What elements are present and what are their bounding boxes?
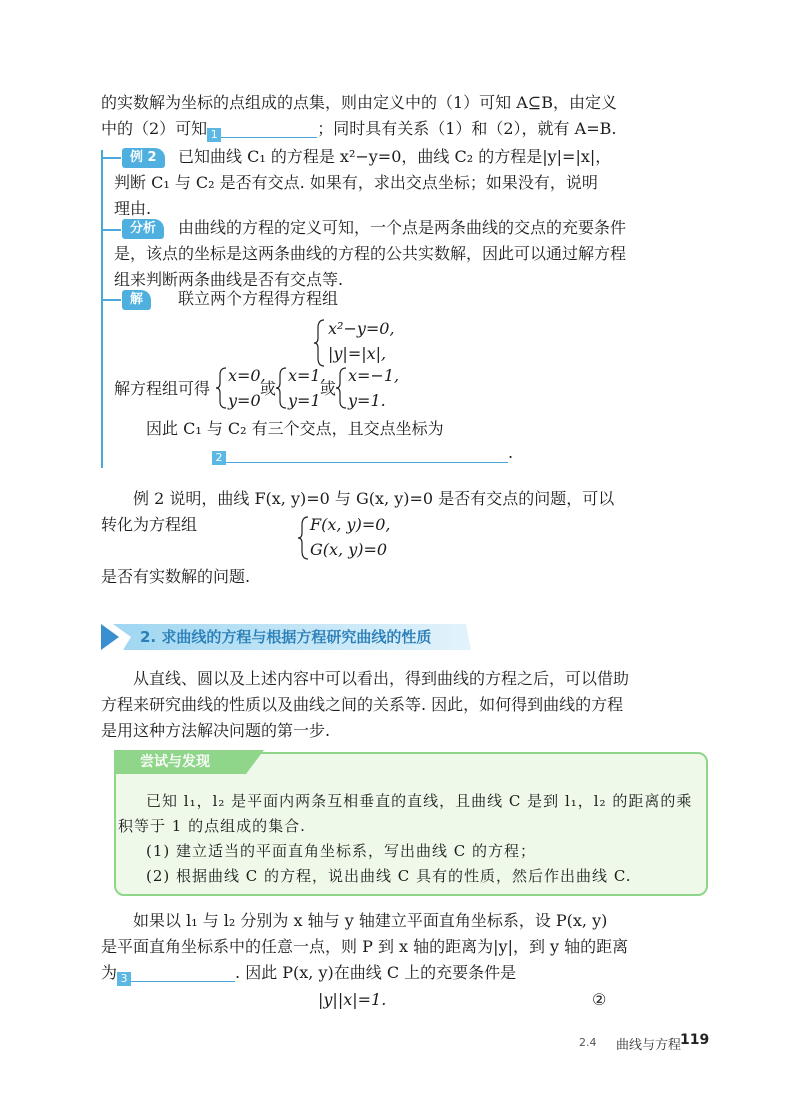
- solution-tag: 解: [122, 290, 151, 310]
- sol1-x: x=0,: [228, 366, 266, 385]
- solution-result-lead: 解方程组可得: [114, 379, 211, 398]
- example-2-line-3: 理由.: [114, 199, 152, 218]
- remark-sys-2: G(x, y)=0: [310, 540, 388, 559]
- sol2-brace: [276, 366, 288, 410]
- final-line-3-b: . 因此 P(x, y)在曲线 C 上的充要条件是: [235, 963, 517, 982]
- analysis-line-2: 是，该点的坐标是这两条曲线的方程的公共实数解，因此可以通过解方程: [114, 244, 627, 263]
- final-line-3: [101, 962, 516, 984]
- blank-number-2: 2: [212, 451, 226, 465]
- solution-line-1: 联立两个方程得方程组: [178, 289, 339, 308]
- system-brace: [314, 318, 326, 368]
- section-para-line-3: 是用这种方法解决问题的第一步.: [101, 721, 331, 740]
- example-2-line-2: 判断 C₁ 与 C₂ 是否有交点. 如果有，求出交点坐标；如果没有，说明: [114, 173, 598, 192]
- equation-label: ②: [592, 990, 607, 1009]
- solution-period: .: [508, 443, 514, 462]
- or-1: 或: [260, 379, 277, 398]
- sol3-y: y=1.: [348, 391, 386, 410]
- analysis-line-3: 组来判断两条曲线是否有交点等.: [114, 270, 344, 289]
- analysis-stub: [101, 229, 121, 231]
- try-line-2: 积等于 1 的点组成的集合.: [118, 817, 306, 835]
- final-line-3-a: 为: [101, 963, 118, 982]
- sol2-x: x=1,: [288, 366, 326, 385]
- intro-line-2-a: 中的（2）可知: [101, 119, 208, 138]
- try-line-1: 已知 l₁，l₂ 是平面内两条互相垂直的直线，且曲线 C 是到 l₁，l₂ 的距离的乘: [146, 792, 693, 810]
- try-item-1: (1) 建立适当的平面直角坐标系，写出曲线 C 的方程；: [146, 842, 537, 860]
- sol3-brace: [336, 366, 348, 410]
- blank-number-3: 3: [117, 972, 131, 986]
- section-title: 2. 求曲线的方程与根据方程研究曲线的性质: [140, 628, 432, 646]
- footer-section-number: 2.4: [579, 1036, 597, 1049]
- remark-line-1: 例 2 说明，曲线 F(x, y)=0 与 G(x, y)=0 是否有交点的问题，可以: [133, 489, 615, 508]
- solution-stub: [101, 299, 121, 301]
- analysis-line-1: 由曲线的方程的定义可知，一个点是两条曲线的交点的充要条件: [178, 218, 627, 237]
- try-item-2: (2) 根据曲线 C 的方程，说出曲线 C 具有的性质，然后作出曲线 C.: [146, 867, 632, 885]
- intro-line-2-b: ；同时具有关系（1）和（2），就有 A=B.: [317, 119, 617, 138]
- remark-brace: [298, 515, 310, 561]
- intro-line-1: 的实数解为坐标的点组成的点集，则由定义中的（1）可知 A⊆B，由定义: [101, 93, 617, 112]
- sol2-y: y=1: [288, 391, 321, 410]
- blank-number-1: 1: [207, 128, 221, 142]
- sol1-y: y=0: [228, 391, 261, 410]
- sol3-x: x=−1,: [348, 366, 400, 385]
- fill-blank-1[interactable]: [207, 122, 317, 141]
- analysis-tag: 分析: [122, 219, 164, 239]
- remark-sys-1: F(x, y)=0,: [310, 515, 391, 534]
- remark-line-3: 是否有实数解的问题.: [101, 567, 251, 586]
- system-eq-1: x²−y=0,: [328, 319, 395, 338]
- example-stub: [101, 157, 121, 159]
- footer-section-title: 曲线与方程: [616, 1038, 682, 1053]
- system-eq-2: |y|=|x|,: [328, 344, 387, 363]
- example-side-bar: [101, 150, 103, 468]
- solution-conclusion: 因此 C₁ 与 C₂ 有三个交点，且交点坐标为: [146, 419, 444, 438]
- section-para-line-2: 方程来研究曲线的性质以及曲线之间的关系等. 因此，如何得到曲线的方程: [101, 695, 624, 714]
- sol1-brace: [216, 366, 228, 410]
- try-discover-title: 尝试与发现: [140, 754, 210, 770]
- final-equation: |y||x|=1.: [318, 990, 387, 1009]
- section-para-line-1: 从直线、圆以及上述内容中可以看出，得到曲线的方程之后，可以借助: [133, 669, 630, 688]
- fill-blank-2[interactable]: [212, 446, 508, 463]
- page-number: 119: [680, 1032, 710, 1048]
- final-line-1: 如果以 l₁ 与 l₂ 分别为 x 轴与 y 轴建立平面直角坐标系，设 P(x, y): [133, 911, 608, 930]
- example-2-line-1: 已知曲线 C₁ 的方程是 x²−y=0，曲线 C₂ 的方程是|y|=|x|，: [178, 147, 612, 166]
- intro-line-2: [101, 118, 616, 140]
- example-2-tag: 例 2: [122, 148, 165, 168]
- final-line-2: 是平面直角坐标系中的任意一点，则 P 到 x 轴的距离为|y|，到 y 轴的距离: [101, 937, 629, 956]
- or-2: 或: [320, 379, 337, 398]
- remark-line-2: 转化为方程组: [101, 515, 198, 534]
- fill-blank-3[interactable]: [117, 966, 235, 985]
